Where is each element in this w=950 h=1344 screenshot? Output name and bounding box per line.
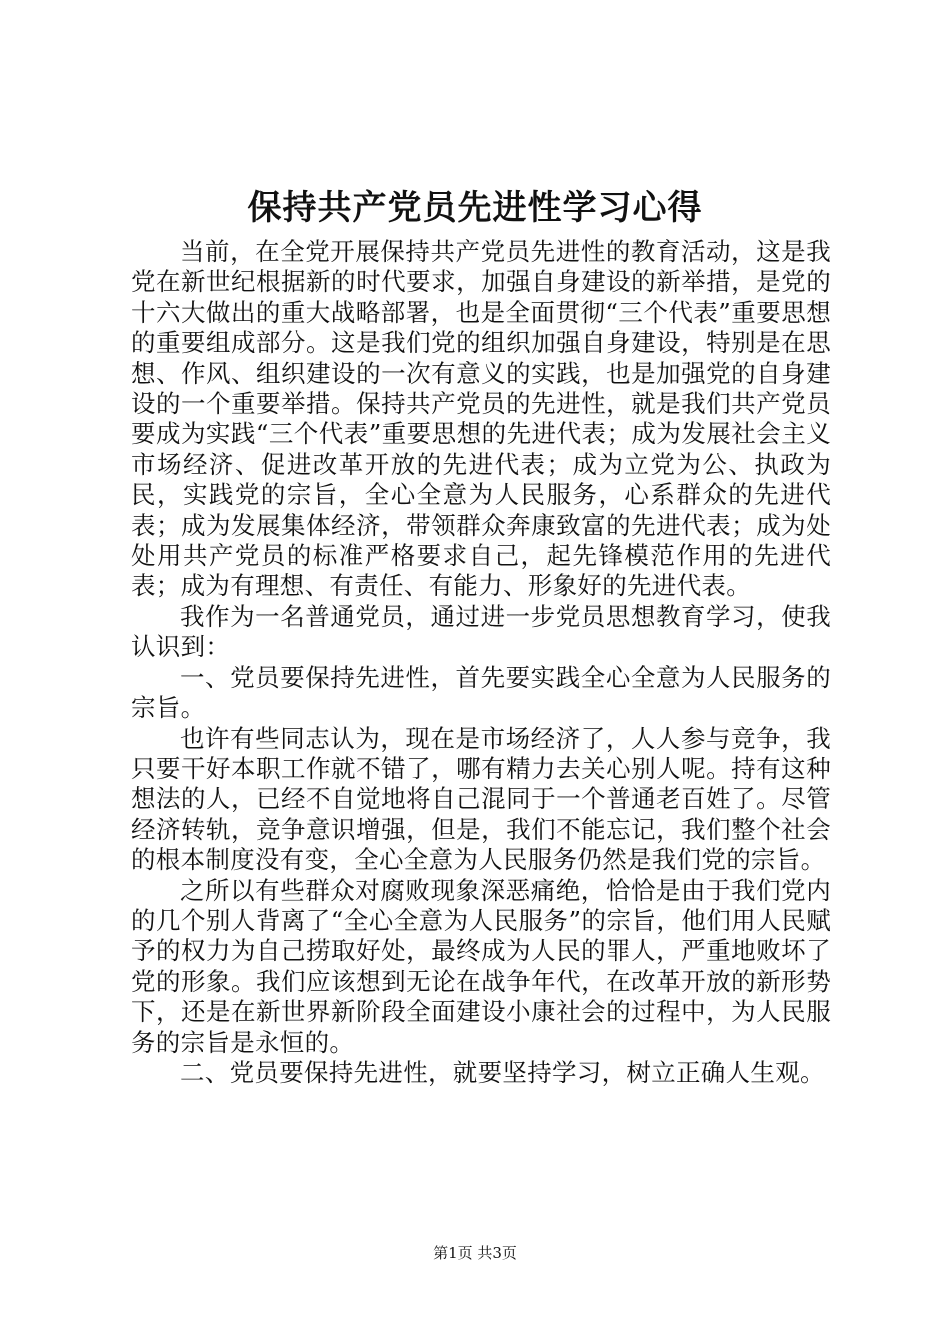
paragraph: 二、党员要保持先进性，就要坚持学习，树立正确人生观。 [180,1057,825,1087]
document-title: 保持共产党员先进性学习心得 [247,188,703,228]
document-body [131,237,831,1088]
paragraph: 一、党员要保持先进性，首先要实践全心全意为人民服务的宗旨。 [131,662,831,723]
paragraph: 我作为一名普通党员，通过进一步党员思想教育学习，使我认识到： [131,601,831,662]
paragraph: 之所以有些群众对腐败现象深恶痛绝，恰恰是由于我们党内的几个别人背离了“全心全意为人民服务”的宗旨，他们用人民赋予的权力为自己捞取好处，最终成为人民的罪人，严重地败坏了党的形象。我们应该想到无论在战争年代，在改革开放的新形势下，还是在新世界新阶段全面建设小康社会的过程中，为人民服务的宗旨是永恒的。 [131,875,831,1057]
paragraph: 当前，在全党开展保持共产党员先进性的教育活动，这是我党在新世纪根据新的时代要求，加强自身建设的新举措，是党的十六大做出的重大战略部署，也是全面贯彻“三个代表”重要思想的重要组成部分。这是我们党的组织加强自身建设，特别是在思想、作风、组织建设的一次有意义的实践，也是加强党的自身建设的一个重要举措。保持共产党员的先进性，就是我们共产党员要成为实践“三个代表”重要思想的先进代表；成为发展社会主义市场经济、促进改革开放的先进代表；成为立党为公、执政为民，实践党的宗旨，全心全意为人民服务，心系群众的先进代表；成为发展集体经济，带领群众奔康致富的先进代表；成为处处用共产党员的标准严格要求自己，起先锋模范作用的先进代表；成为有理想、有责任、有能力、形象好的先进代表。 [131,237,831,601]
paragraph: 也许有些同志认为，现在是市场经济了，人人参与竞争，我只要干好本职工作就不错了，哪有精力去关心别人呢。持有这种想法的人，已经不自觉地将自己混同于一个普通老百姓了。尽管经济转轨，竞争意识增强，但是，我们不能忘记，我们整个社会的根本制度没有变，全心全意为人民服务仍然是我们党的宗旨。 [131,723,831,875]
page-number-footer: 第1页 共3页 [433,1244,517,1262]
